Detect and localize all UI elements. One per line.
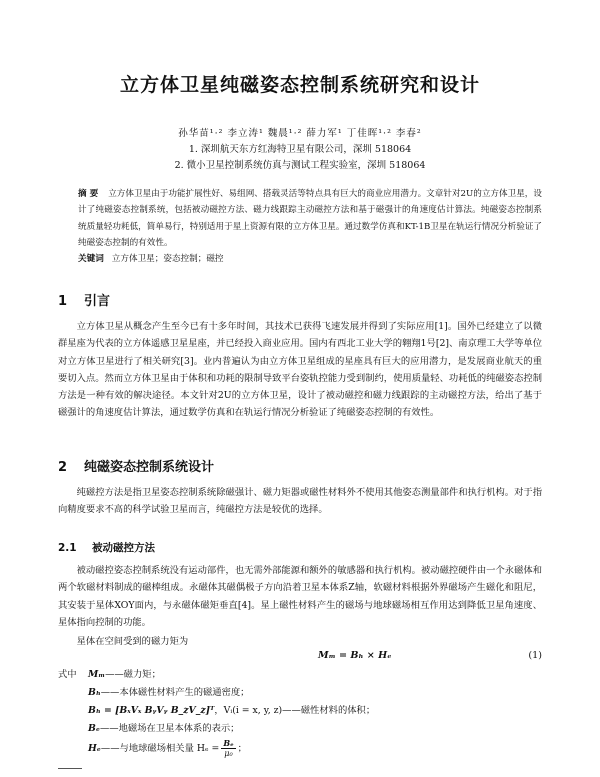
footnote-rule bbox=[58, 768, 82, 769]
section-1-number: 1 bbox=[58, 294, 68, 309]
abstract-label: 摘 要 bbox=[78, 189, 99, 199]
abstract bbox=[78, 186, 542, 251]
section-2-number: 2 bbox=[58, 460, 68, 475]
definition-symbol: Bₕ = [BₓVₓ BᵧVᵧ B_zV_z]ᵀ bbox=[88, 705, 215, 716]
definition-text: ——地磁场在卫星本体系的表示； bbox=[100, 723, 240, 734]
section-2-1-title: 被动磁控方法 bbox=[92, 542, 155, 554]
abstract-text: 立方体卫星由于功能扩展性好、易组网、搭载灵活等特点具有巨大的商业应用潜力。文章针对2U的立方体卫星，设计了纯磁姿态控制系统，包括被动磁控方法、磁力线跟踪主动磁控方法和基于磁强计的角速度估计算法。纯磁姿态控制系统质量轻功耗低，简单易行，特别适用于星上资源有限的立方体卫星。通过数学仿真和KT-1B卫星在轨运行情况分析验证了纯磁姿态控制的有效性。 bbox=[78, 189, 543, 248]
fraction-denominator: μ₀ bbox=[224, 749, 233, 758]
section-2-title: 纯磁姿态控制系统设计 bbox=[84, 460, 215, 475]
keywords bbox=[78, 252, 224, 264]
affiliation-2: 2. 微小卫星控制系统仿真与测试工程实验室，深圳 518064 bbox=[174, 160, 426, 171]
definition-symbol: Bₕ bbox=[88, 687, 101, 698]
definition-text: ，Vᵢ(i = x, y, z)——磁性材料的体积； bbox=[214, 705, 376, 716]
authors: 孙华苗¹·² 李立涛¹ 魏晨¹·² 薛力军¹ 丁佳晖¹·² 李春² bbox=[178, 128, 422, 139]
definition-tail: ； bbox=[237, 743, 247, 754]
section-1-heading bbox=[58, 290, 110, 309]
section-2-heading bbox=[58, 456, 214, 475]
section-2-body: 纯磁控方法是指卫星姿态控制系统除磁强计、磁力矩器或磁性材料外不使用其他姿态测量部件和执行机构。对于指向精度要求不高的科学试验卫星而言，纯磁控方法是较优的选择。 bbox=[58, 487, 542, 516]
section-1-body: 立方体卫星从概念产生至今已有十多年时间，其技术已获得飞速发展并得到了实际应用[1]。国外已经建立了以微群星座为代表的立方体遥感卫星星座，并已经投入商业应用。国内有西北工业大学的翱翔1号[2]、南京理工大学等单位对立方体卫星进行了相关研究[3]。业内普遍认为由立方体卫星组成的星座具有巨大的应用潜力，是发展商业航天的重要切入点。然而立方体卫星由于体积和功耗的限制导致平台姿轨控能力受到制约，使用质量轻、功耗低的纯磁姿态控制方法是一种有效的解决途径。本文针对2U的立方体卫星，设计了被动磁控和磁力线跟踪的主动磁控方法，给出了基于磁强计的角速度估计算法，通过数学仿真和在轨运行情况分析验证了纯磁姿态控制的有效性。 bbox=[58, 321, 542, 419]
paper-title: 立方体卫星纯磁姿态控制系统研究和设计 bbox=[119, 74, 480, 96]
equation-expression: Mₘ = Bₕ × Hₑ bbox=[318, 650, 392, 661]
section-2-1-body: 被动磁控姿态控制系统没有运动部件，也无需外部能源和额外的敏感器和执行机构。被动磁控硬件由一个永磁体和两个软磁材料制成的磁棒组成。永磁体其磁偶极子方向沿着卫星本体系Z轴，软磁材料根据外界磁场产生磁化和阻尼，其安装于星体XOY面内，与永磁体磁矩垂直[4]。星上磁性材料产生的磁场与地球磁场相互作用达到降低卫星角速度、星体指向控制的功能。 bbox=[58, 565, 542, 628]
equation-intro: 星体在空间受到的磁力矩为 bbox=[76, 636, 189, 647]
equation-number: (1) bbox=[528, 650, 542, 661]
keywords-label: 关键词 bbox=[78, 254, 104, 264]
definition-text: ——磁力矩； bbox=[105, 669, 161, 680]
definition-symbol: Mₘ bbox=[88, 669, 106, 680]
affiliation-1: 1. 深圳航天东方红海特卫星有限公司，深圳 518064 bbox=[188, 144, 412, 155]
definition-text: ——与地球磁场相关量 Hₑ = bbox=[100, 743, 220, 754]
section-2-1-number: 2.1 bbox=[58, 542, 77, 554]
definition-lead: 式中 bbox=[58, 669, 77, 680]
section-1-title: 引言 bbox=[84, 294, 111, 309]
definition-symbol: Bₑ bbox=[88, 723, 100, 734]
section-2-1-heading bbox=[58, 540, 155, 555]
fraction-numerator: Bₑ bbox=[223, 738, 234, 748]
fraction bbox=[221, 739, 235, 758]
definition-symbol: Hₑ bbox=[88, 743, 101, 754]
definition-text: ——本体磁性材料产生的磁通密度； bbox=[100, 687, 250, 698]
keywords-text: 立方体卫星；姿态控制；磁控 bbox=[111, 254, 224, 264]
